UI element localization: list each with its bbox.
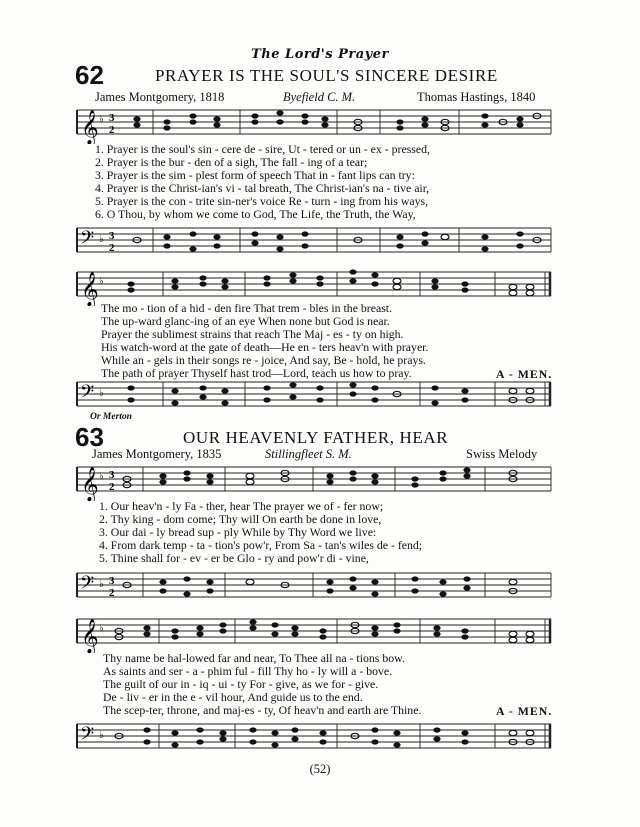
hymn-62-verse-5-line-1: 5. Prayer is the con - trite sin-ner's voice Re - turn - ing from his ways, [95, 194, 429, 208]
hymn-63-verse-4-line-1: 4. From dark temp - ta - tion's pow'r, From Sa - tan's wiles de - fend; [99, 538, 423, 552]
svg-text:3: 3 [109, 230, 115, 242]
hymn-62-verse-3-line-2: Prayer the sublimest strains that reach The Maj - es - ty on high. [101, 327, 404, 341]
svg-text:♭: ♭ [99, 114, 104, 125]
svg-text:♭: ♭ [99, 579, 104, 590]
hymn-63-amen: A - MEN. [496, 704, 553, 718]
hymn-62-verse-6-line-2: The path of prayer Thyself hast trod—Lord, teach us how to pray. [101, 366, 412, 380]
hymn-63-system-2-bass-staff [75, 716, 555, 756]
page-number: (52) [309, 762, 331, 776]
section-header: The Lord's Prayer [251, 47, 389, 62]
hymn-63-system-1-treble-staff [75, 461, 555, 501]
svg-text:𝄢: 𝄢 [80, 724, 95, 749]
hymn-62-verse-4-line-1: 4. Prayer is the Christ-ian's vi - tal breath, The Christ-ian's na - tive air, [95, 181, 430, 195]
hymn-63-composer: Swiss Melody [466, 447, 538, 461]
hymn-63-verse-1-line-1: 1. Our heav'n - ly Fa - ther, hear The prayer we of - fer now; [99, 499, 384, 513]
svg-text:2: 2 [109, 481, 115, 493]
hymn-63-verse-2-line-2: As saints and ser - a - phim ful - fill Thy ho - ly will a - bove. [103, 664, 393, 678]
hymn-62-author: James Montgomery, 1818 [95, 90, 225, 104]
hymn-title-62: PRAYER IS THE SOUL'S SINCERE DESIRE [155, 66, 498, 85]
hymn-62-tune: Byefield C. M. [283, 90, 356, 104]
hymn-63-verse-2-line-1: 2. Thy king - dom come; Thy will On earth be done in love, [99, 512, 382, 526]
svg-text:𝄢: 𝄢 [80, 382, 95, 407]
hymn-63-verse-1-line-2: Thy name be hal-lowed far and near, To Thee all na - tions bow. [103, 651, 405, 665]
svg-text:♭: ♭ [99, 730, 104, 741]
hymn-62-system-2-treble-staff [75, 266, 555, 306]
hymn-62-verse-4-line-2: His watch-word at the gate of death—He en - ters heav'n with prayer. [101, 340, 429, 354]
hymn-62-verse-2-line-1: 2. Prayer is the bur - den of a sigh, The fall - ing of a tear; [95, 155, 368, 169]
hymn-62-amen: A - MEN. [496, 367, 553, 381]
svg-text:2: 2 [109, 242, 115, 254]
svg-text:3: 3 [109, 575, 115, 587]
svg-text:𝄢: 𝄢 [80, 228, 95, 253]
svg-text:2: 2 [109, 124, 115, 136]
hymn-63-system-2-treble-staff [75, 613, 555, 653]
hymn-63-author: James Montgomery, 1835 [92, 447, 222, 461]
hymn-62-alternate-tune: Or Merton [90, 412, 132, 422]
svg-text:𝄢: 𝄢 [80, 573, 95, 598]
svg-text:𝄞: 𝄞 [81, 467, 99, 501]
hymn-62-verse-1-line-1: 1. Prayer is the soul's sin - cere de - sire, Ut - tered or un - ex - pressed, [95, 142, 430, 156]
svg-text:3: 3 [109, 112, 115, 124]
svg-text:♭: ♭ [99, 276, 104, 287]
hymn-62-system-1-treble-staff [75, 104, 555, 144]
hymn-62-verse-2-line-2: The up-ward glanc-ing of an eye When none but God is near. [101, 314, 390, 328]
hymn-63-verse-4-line-2: De - liv - er in the e - vil hour, And guide us to the end. [103, 690, 363, 704]
hymn-62-verse-6-line-1: 6. O Thou, by whom we come to God, The Life, the Truth, the Way, [95, 207, 416, 221]
svg-text:♭: ♭ [99, 471, 104, 482]
svg-text:♭: ♭ [99, 623, 104, 634]
svg-text:𝄞: 𝄞 [81, 110, 99, 144]
hymn-63-verse-3-line-2: The guilt of our in - iq - ui - ty For - give, as we for - give. [103, 677, 379, 691]
svg-text:𝄞: 𝄞 [81, 272, 99, 306]
hymn-62-verse-1-line-2: The mo - tion of a hid - den fire That trem - bles in the breast. [101, 301, 393, 315]
svg-text:3: 3 [109, 469, 115, 481]
hymn-62-verse-3-line-1: 3. Prayer is the sim - plest form of speech That in - fant lips can try: [95, 168, 415, 182]
hymn-62-system-1-bass-staff [75, 220, 555, 264]
hymn-63-verse-3-line-1: 3. Our dai - ly bread sup - ply While by Thy Word we live: [99, 525, 377, 539]
hymn-62-verse-5-line-2: While an - gels in their songs re - joice, And say, Be - hold, he prays. [101, 353, 426, 367]
hymn-62-system-2-bass-staff [75, 376, 555, 412]
hymn-number-63: 63 [75, 422, 104, 452]
hymn-63-tune: Stillingfleet S. M. [265, 447, 352, 461]
hymn-63-verse-5-line-2: The scep-ter, throne, and maj-es - ty, Of heav'n and earth are Thine. [103, 703, 422, 717]
hymn-number-62: 62 [75, 60, 104, 90]
svg-text:♭: ♭ [99, 388, 104, 399]
svg-text:𝄞: 𝄞 [81, 619, 99, 653]
svg-text:2: 2 [109, 587, 115, 599]
svg-text:♭: ♭ [99, 234, 104, 245]
hymn-title-63: OUR HEAVENLY FATHER, HEAR [183, 428, 449, 447]
hymn-62-composer: Thomas Hastings, 1840 [417, 90, 536, 104]
hymn-63-system-1-bass-staff [75, 565, 555, 605]
hymn-63-verse-5-line-1: 5. Thine shall for - ev - er be Glo - ry and pow'r di - vine, [99, 551, 369, 565]
